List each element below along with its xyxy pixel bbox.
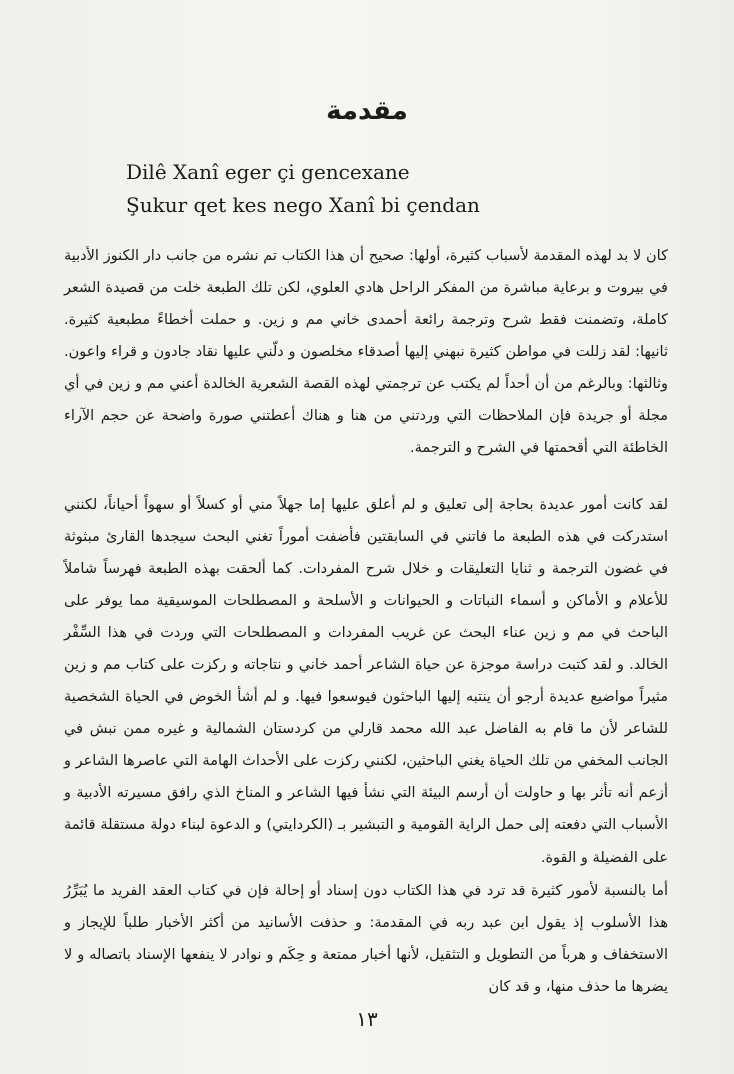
- paragraph-1: كان لا بد لهذه المقدمة لأسباب كثيرة، أولها: صحيح أن هذا الكتاب تم نشره من جانب دار الكنوز الأدبية في بيروت و برعاية مباشرة من المفكر الراحل هادي العلوي، لكن تلك الطبعة خلت من قصيدة الشعر كاملة، وتضمنت فقط شرح وترجمة رائعة أحمدى خاني مم و زين. و حملت أخطاءً مطبعية كثيرة. ثانيها: لقد زللت في مواطن كثيرة نبهني إليها أصدقاء مخلصون و دلّني عليها نقاد جادون و قراء واعون. وثالثها: وبالرغم من أن أحداً لم يكتب عن ترجمتي لهذه القصة الشعرية الخالدة أعني مم و زين في أي مجلة أو جريدة فإن الملاحظات التي وردتني من هنا و هناك أعطتني صورة واضحة عن حجم الآراء الخاطئة التي أقحمتها في الشرح و الترجمة.: [64, 247, 668, 457]
- paragraph-2: لقد كانت أمور عديدة بحاجة إلى تعليق و لم أعلق عليها إما جهلاً مني أو كسلاً أو سهواً أحياناً، لكنني استدركت في هذه الطبعة ما فاتني في السابقتين فأضفت أموراً تغني البحث سيجدها القارئ مبثوثة في غضون الترجمة و ثنايا التعليقات و خلال شرح المفردات. كما ألحقت بهذه الطبعة فهرساً شاملاً للأعلام و الأماكن و أسماء النباتات و الحيوانات و الأسلحة و المصطلحات الموسيقية مما يوفر على الباحث في مم و زين عناء البحث عن غريب المفردات و المصطلحات التي وردت في هذا السِّفْر الخالد. و لقد كتبت دراسة موجزة عن حياة الشاعر أحمد خاني و نتاجاته و ركزت على كتاب مم و زين مثيراً مواضيع عديدة أرجو أن ينتبه إليها الباحثون فيوسعوا فيها. و لم أشأ الخوض في الحياة الشخصية للشاعر لأن ما قام به الفاضل عبد الله محمد قارلي من كردستان الشمالية و غيره ممن نبش في الجانب المخفي من تلك الحياة يغني الباحثين، لكنني ركزت على الأحداث الهامة التي عاصرها الشاعر و أزعم أنه تأثر بها و حاولت أن أرسم البيئة التي نشأ فيها الشاعر و المناخ الذي رافق مسيرته الأدبية و الأسباب التي دفعته إلى حمل الراية القومية و التبشير بـ (الكردايتي) و الدعوة لبناء دولة مستقلة قائمة على الفضيلة و القوة.: [64, 496, 668, 866]
- verse-line-1: Dilê Xanî eger çi gencexane: [126, 160, 410, 184]
- verse-line-2: Şukur qet kes nego Xanî bi çendan: [126, 193, 480, 217]
- paragraph-3: أما بالنسبة لأمور كثيرة قد ترد في هذا الكتاب دون إسناد أو إحالة فإن في كتاب العقد الفريد ما يُبَرِّرُ هذا الأسلوب إذ يقول ابن عبد ربه في المقدمة: و حذفت الأسانيد من أكثر الأخبار طلباً للإيجاز و الاستخفاف و هرباً من التطويل و التثقيل، لأنها أخبار ممتعة و حِكَم و نوادر لا ينفعها الإسناد باتصاله و لا يضرها ما حذف منها، و قد كان: [64, 882, 668, 995]
- page-title: مقدمة: [326, 96, 408, 126]
- page-number: ١٣: [356, 1007, 378, 1031]
